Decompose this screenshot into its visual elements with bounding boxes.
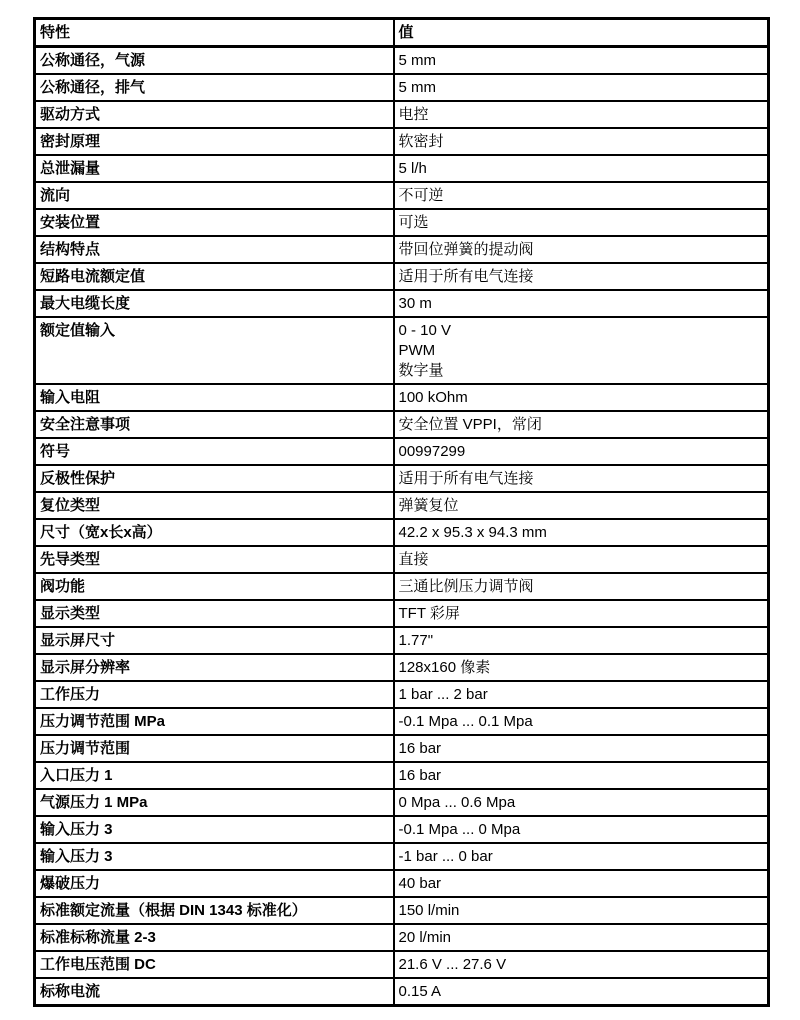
value-cell: 5 mm — [394, 74, 769, 101]
spec-row — [35, 47, 769, 75]
spec-row — [35, 654, 769, 681]
value-cell: 16 bar — [394, 735, 769, 762]
spec-row — [35, 155, 769, 182]
spec-row — [35, 573, 769, 600]
value-cell: 软密封 — [394, 128, 769, 155]
spec-row — [35, 789, 769, 816]
value-cell: 不可逆 — [394, 182, 769, 209]
property-cell: 显示屏分辨率 — [35, 654, 394, 681]
value-cell: -1 bar ... 0 bar — [394, 843, 769, 870]
value-cell: 00997299 — [394, 438, 769, 465]
spec-row — [35, 897, 769, 924]
spec-table — [33, 17, 770, 1007]
value-cell: -0.1 Mpa ... 0.1 Mpa — [394, 708, 769, 735]
value-cell: 150 l/min — [394, 897, 769, 924]
value-cell: TFT 彩屏 — [394, 600, 769, 627]
spec-row — [35, 128, 769, 155]
property-cell: 爆破压力 — [35, 870, 394, 897]
value-cell: 16 bar — [394, 762, 769, 789]
property-cell: 标准额定流量（根据 DIN 1343 标准化） — [35, 897, 394, 924]
spec-row — [35, 236, 769, 263]
value-cell: 直接 — [394, 546, 769, 573]
property-cell: 公称通径，气源 — [35, 47, 394, 75]
property-cell: 尺寸（宽x长x高） — [35, 519, 394, 546]
property-cell: 安全注意事项 — [35, 411, 394, 438]
value-cell: 电控 — [394, 101, 769, 128]
value-cell: 安全位置 VPPI，常闭 — [394, 411, 769, 438]
spec-row — [35, 519, 769, 546]
property-cell: 阀功能 — [35, 573, 394, 600]
property-cell: 反极性保护 — [35, 465, 394, 492]
property-cell: 复位类型 — [35, 492, 394, 519]
spec-row — [35, 978, 769, 1006]
property-cell: 工作压力 — [35, 681, 394, 708]
value-cell: 适用于所有电气连接 — [394, 465, 769, 492]
property-cell: 符号 — [35, 438, 394, 465]
property-cell: 入口压力 1 — [35, 762, 394, 789]
spec-row — [35, 924, 769, 951]
spec-row — [35, 951, 769, 978]
spec-row — [35, 708, 769, 735]
property-cell: 总泄漏量 — [35, 155, 394, 182]
spec-row — [35, 735, 769, 762]
value-cell: 128x160 像素 — [394, 654, 769, 681]
value-cell: 可选 — [394, 209, 769, 236]
value-cell: 5 mm — [394, 47, 769, 75]
spec-row — [35, 681, 769, 708]
spec-row — [35, 600, 769, 627]
value-cell: 20 l/min — [394, 924, 769, 951]
property-cell: 公称通径，排气 — [35, 74, 394, 101]
spec-row — [35, 209, 769, 236]
spec-row — [35, 870, 769, 897]
value-cell: 21.6 V ... 27.6 V — [394, 951, 769, 978]
property-cell: 压力调节范围 MPa — [35, 708, 394, 735]
spec-row — [35, 438, 769, 465]
spec-row — [35, 465, 769, 492]
spec-row — [35, 411, 769, 438]
property-cell: 安装位置 — [35, 209, 394, 236]
value-cell: 弹簧复位 — [394, 492, 769, 519]
spec-row — [35, 492, 769, 519]
property-cell: 额定值输入 — [35, 317, 394, 384]
property-cell: 压力调节范围 — [35, 735, 394, 762]
value-cell: 0 - 10 V PWM 数字量 — [394, 317, 769, 384]
value-cell: 1.77" — [394, 627, 769, 654]
value-cell: 5 l/h — [394, 155, 769, 182]
property-cell: 输入压力 3 — [35, 816, 394, 843]
spec-row — [35, 290, 769, 317]
value-cell: -0.1 Mpa ... 0 Mpa — [394, 816, 769, 843]
value-cell: 100 kOhm — [394, 384, 769, 411]
spec-table-body — [35, 47, 769, 1006]
value-cell: 适用于所有电气连接 — [394, 263, 769, 290]
spec-row — [35, 74, 769, 101]
value-cell: 三通比例压力调节阀 — [394, 573, 769, 600]
property-cell: 短路电流额定值 — [35, 263, 394, 290]
value-cell: 带回位弹簧的提动阀 — [394, 236, 769, 263]
property-cell: 输入压力 3 — [35, 843, 394, 870]
property-cell: 密封原理 — [35, 128, 394, 155]
value-cell: 0 Mpa ... 0.6 Mpa — [394, 789, 769, 816]
spec-header-row — [35, 19, 769, 47]
property-cell: 显示屏尺寸 — [35, 627, 394, 654]
spec-row — [35, 384, 769, 411]
property-cell: 驱动方式 — [35, 101, 394, 128]
property-cell: 工作电压范围 DC — [35, 951, 394, 978]
header-property: 特性 — [35, 19, 394, 47]
spec-row — [35, 182, 769, 209]
spec-row — [35, 843, 769, 870]
value-cell: 42.2 x 95.3 x 94.3 mm — [394, 519, 769, 546]
spec-row — [35, 816, 769, 843]
property-cell: 气源压力 1 MPa — [35, 789, 394, 816]
spec-row — [35, 546, 769, 573]
header-value: 值 — [394, 19, 769, 47]
value-cell: 40 bar — [394, 870, 769, 897]
property-cell: 结构特点 — [35, 236, 394, 263]
property-cell: 显示类型 — [35, 600, 394, 627]
property-cell: 标准标称流量 2-3 — [35, 924, 394, 951]
property-cell: 输入电阻 — [35, 384, 394, 411]
spec-row — [35, 101, 769, 128]
value-cell: 0.15 A — [394, 978, 769, 1006]
property-cell: 先导类型 — [35, 546, 394, 573]
property-cell: 流向 — [35, 182, 394, 209]
spec-row — [35, 627, 769, 654]
spec-row — [35, 263, 769, 290]
value-cell: 1 bar ... 2 bar — [394, 681, 769, 708]
property-cell: 标称电流 — [35, 978, 394, 1006]
spec-row — [35, 317, 769, 384]
property-cell: 最大电缆长度 — [35, 290, 394, 317]
spec-row — [35, 762, 769, 789]
value-cell: 30 m — [394, 290, 769, 317]
